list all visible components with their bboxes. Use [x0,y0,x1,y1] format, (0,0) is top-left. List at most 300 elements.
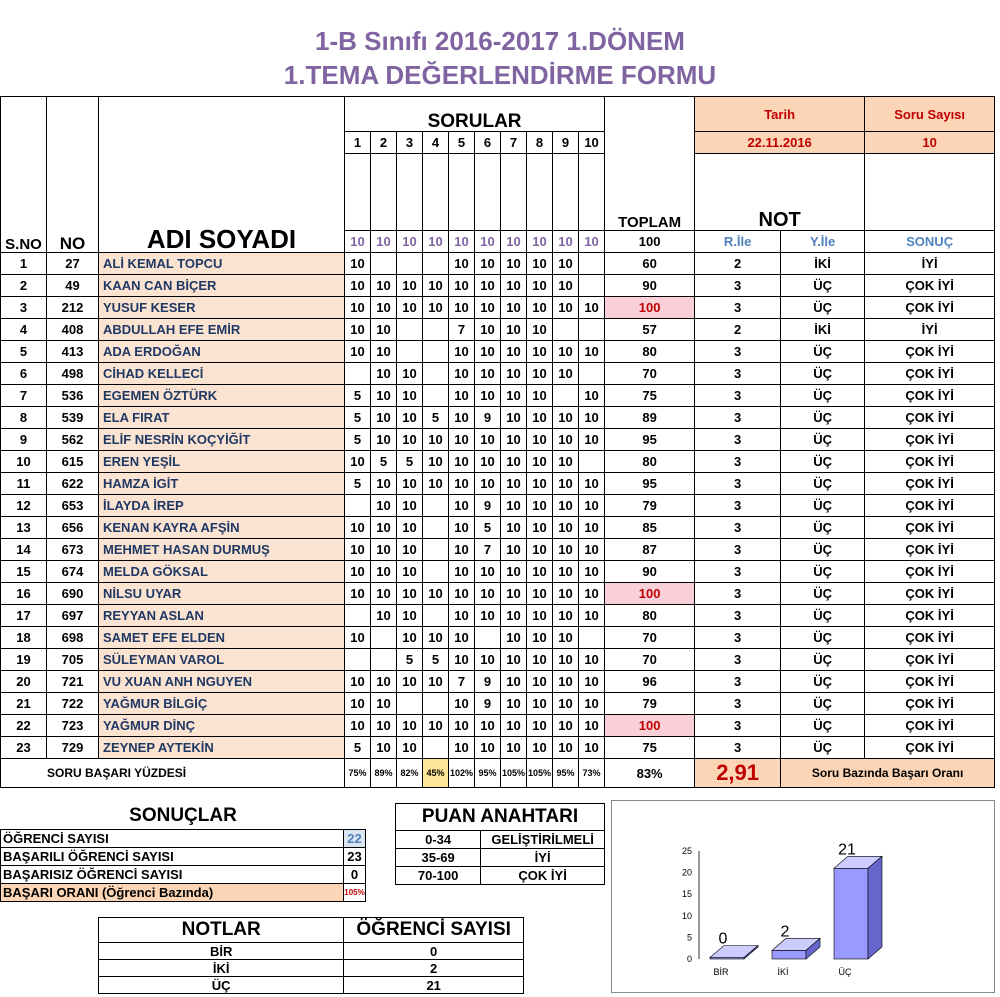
student-score: 10 [371,737,397,759]
student-y-ile: ÜÇ [781,407,865,429]
student-score: 10 [397,275,423,297]
student-score: 10 [501,297,527,319]
student-score: 10 [501,561,527,583]
student-score [371,649,397,671]
student-score: 10 [527,385,553,407]
student-y-ile: ÜÇ [781,737,865,759]
student-r-ile: 3 [695,495,781,517]
question-number: 2 [371,132,397,154]
student-y-ile: ÜÇ [781,671,865,693]
bar-data-label: 2 [780,923,790,941]
table-row [1,495,995,517]
chart-bar [710,946,758,960]
student-no: 413 [47,341,99,363]
student-name: YUSUF KESER [99,297,345,319]
student-name: ELİF NESRİN KOÇYİĞİT [99,429,345,451]
student-r-ile: 3 [695,671,781,693]
student-y-ile: ÜÇ [781,385,865,407]
student-score: 10 [553,495,579,517]
student-score: 10 [397,363,423,385]
student-score: 10 [501,737,527,759]
list-item [99,960,524,977]
student-sno: 18 [1,627,47,649]
student-score: 10 [553,517,579,539]
student-score: 10 [449,407,475,429]
student-score: 10 [397,407,423,429]
header-sonuc: SONUÇ [865,231,995,253]
question-max: 10 [527,231,553,253]
question-spacer [579,154,605,231]
puan-label: İYİ [481,849,605,867]
student-score: 10 [423,583,449,605]
table-row [1,671,995,693]
student-name: VU XUAN ANH NGUYEN [99,671,345,693]
student-score: 10 [527,297,553,319]
student-total: 89 [605,407,695,429]
student-name: MELDA GÖKSAL [99,561,345,583]
student-result: ÇOK İYİ [865,583,995,605]
student-r-ile: 3 [695,275,781,297]
student-total: 95 [605,473,695,495]
student-r-ile: 3 [695,517,781,539]
student-score: 10 [371,715,397,737]
student-score: 10 [579,517,605,539]
list-item [1,830,366,848]
table-row [1,319,995,341]
student-r-ile: 2 [695,253,781,275]
question-success-percent: 82% [397,759,423,788]
student-score: 5 [345,429,371,451]
student-sno: 15 [1,561,47,583]
student-no: 653 [47,495,99,517]
question-number: 5 [449,132,475,154]
x-category-label: İKİ [777,967,789,977]
student-name: ABDULLAH EFE EMİR [99,319,345,341]
student-result: ÇOK İYİ [865,627,995,649]
student-no: 49 [47,275,99,297]
question-success-percent: 105% [501,759,527,788]
bar-data-label: 21 [838,841,856,859]
student-total: 95 [605,429,695,451]
student-score [423,341,449,363]
table-row [1,451,995,473]
header-sno: S.NO [1,97,47,253]
student-r-ile: 3 [695,451,781,473]
student-y-ile: ÜÇ [781,275,865,297]
student-score: 10 [501,407,527,429]
student-score: 10 [371,429,397,451]
student-score [579,627,605,649]
student-total: 96 [605,671,695,693]
student-sno: 7 [1,385,47,407]
question-spacer [371,154,397,231]
student-score: 10 [553,693,579,715]
student-total: 75 [605,737,695,759]
student-total: 90 [605,275,695,297]
student-result: ÇOK İYİ [865,561,995,583]
student-y-ile: ÜÇ [781,693,865,715]
student-score: 10 [345,319,371,341]
student-score: 10 [449,583,475,605]
student-y-ile: ÜÇ [781,605,865,627]
student-sno: 11 [1,473,47,495]
student-score: 10 [345,517,371,539]
student-y-ile: İKİ [781,319,865,341]
student-score: 10 [475,561,501,583]
table-row [1,715,995,737]
student-no: 656 [47,517,99,539]
student-score: 10 [371,671,397,693]
student-score: 10 [345,715,371,737]
student-score: 10 [449,473,475,495]
student-sno: 21 [1,693,47,715]
notlar-title-row [99,918,524,943]
student-score: 10 [345,451,371,473]
student-y-ile: ÜÇ [781,495,865,517]
student-score: 10 [449,495,475,517]
question-success-percent: 73% [579,759,605,788]
student-score: 10 [423,275,449,297]
student-no: 698 [47,627,99,649]
student-score: 9 [475,407,501,429]
question-spacer [345,154,371,231]
table-row [1,297,995,319]
student-score: 10 [423,451,449,473]
student-no: 27 [47,253,99,275]
question-number: 4 [423,132,449,154]
table-row [1,517,995,539]
student-score: 10 [371,297,397,319]
student-score: 10 [553,275,579,297]
student-sno: 19 [1,649,47,671]
question-success-percent: 89% [371,759,397,788]
student-score: 10 [501,583,527,605]
student-score: 10 [553,671,579,693]
question-success-percent: 75% [345,759,371,788]
student-name: SÜLEYMAN VAROL [99,649,345,671]
student-score: 10 [501,341,527,363]
chart-svg [612,801,994,992]
sonuc-label: BAŞARISIZ ÖĞRENCİ SAYISI [1,866,344,884]
header-r-ile: R.İle [695,231,781,253]
student-score: 10 [579,495,605,517]
student-no: 723 [47,715,99,737]
student-score: 10 [345,671,371,693]
student-y-ile: ÜÇ [781,649,865,671]
student-score: 10 [397,715,423,737]
student-score: 10 [475,473,501,495]
student-score [553,319,579,341]
table-row [1,737,995,759]
student-score [423,693,449,715]
student-r-ile: 3 [695,385,781,407]
student-y-ile: ÜÇ [781,539,865,561]
student-score: 10 [423,429,449,451]
student-r-ile: 3 [695,407,781,429]
student-no: 705 [47,649,99,671]
student-score: 10 [501,451,527,473]
y-tick-label: 5 [686,932,692,943]
summary-average: 2,91 [695,759,781,788]
student-name: ZEYNEP AYTEKİN [99,737,345,759]
notlar-title: NOTLAR [99,918,344,943]
table-row [1,539,995,561]
student-score: 10 [553,253,579,275]
student-name: CİHAD KELLECİ [99,363,345,385]
notlar-count-title: ÖĞRENCİ SAYISI [344,918,524,943]
student-score: 10 [579,385,605,407]
sonuc-value: 23 [344,848,366,866]
student-score: 10 [527,583,553,605]
student-score: 10 [371,495,397,517]
question-spacer [397,154,423,231]
student-score [423,561,449,583]
question-max: 10 [579,231,605,253]
student-no: 721 [47,671,99,693]
header-y-ile: Y.İle [781,231,865,253]
student-score: 10 [579,583,605,605]
student-no: 562 [47,429,99,451]
student-no: 722 [47,693,99,715]
student-y-ile: ÜÇ [781,627,865,649]
student-total: 70 [605,649,695,671]
student-r-ile: 3 [695,363,781,385]
student-total: 75 [605,385,695,407]
student-score: 10 [579,473,605,495]
student-score [423,517,449,539]
student-score: 10 [527,451,553,473]
student-score: 10 [423,473,449,495]
student-total: 70 [605,627,695,649]
student-r-ile: 3 [695,297,781,319]
student-score [345,495,371,517]
student-score: 10 [579,737,605,759]
student-score: 10 [553,605,579,627]
student-sno: 14 [1,539,47,561]
student-score: 10 [553,407,579,429]
student-no: 622 [47,473,99,495]
y-tick-label: 10 [681,910,692,921]
student-score: 10 [527,539,553,561]
student-score: 10 [553,429,579,451]
student-score: 10 [579,649,605,671]
student-result: ÇOK İYİ [865,407,995,429]
puan-range: 70-100 [396,867,481,885]
student-score: 10 [345,253,371,275]
student-score: 10 [475,297,501,319]
student-no: 212 [47,297,99,319]
student-score: 10 [553,363,579,385]
student-sno: 4 [1,319,47,341]
student-result: ÇOK İYİ [865,605,995,627]
student-score: 10 [371,275,397,297]
student-r-ile: 3 [695,649,781,671]
student-no: 697 [47,605,99,627]
header-row-1 [1,97,995,132]
puan-label: ÇOK İYİ [481,867,605,885]
student-score: 10 [449,253,475,275]
student-score: 10 [475,253,501,275]
student-score [397,341,423,363]
question-max: 10 [345,231,371,253]
question-success-percent: 95% [553,759,579,788]
student-score: 10 [553,473,579,495]
student-score: 10 [553,451,579,473]
y-tick-label: 20 [681,867,692,878]
student-score: 10 [527,407,553,429]
student-total: 60 [605,253,695,275]
student-score [423,495,449,517]
student-score: 10 [397,297,423,319]
student-total: 80 [605,451,695,473]
page-title-line1: 1-B Sınıfı 2016-2017 1.DÖNEM [315,26,685,56]
student-total: 100 [605,715,695,737]
question-max: 10 [475,231,501,253]
notlar-label: BİR [99,943,344,960]
student-score: 10 [527,649,553,671]
y-tick-label: 25 [681,846,692,856]
student-score: 10 [501,671,527,693]
sonuc-title-row [1,803,366,830]
student-score: 10 [501,495,527,517]
sonuc-label: ÖĞRENCİ SAYISI [1,830,344,848]
student-score: 9 [475,693,501,715]
table-row [1,253,995,275]
header-tarih-value: 22.11.2016 [695,132,865,154]
student-score: 10 [371,473,397,495]
student-score: 10 [371,561,397,583]
grade-counts [98,917,524,994]
student-score: 10 [579,561,605,583]
student-score: 10 [449,385,475,407]
student-score: 10 [345,583,371,605]
puan-title: PUAN ANAHTARI [396,804,605,831]
student-score: 10 [397,583,423,605]
header-no: NO [47,97,99,253]
student-score: 10 [345,341,371,363]
table-row [1,605,995,627]
notlar-value: 0 [344,943,524,960]
student-score: 10 [553,715,579,737]
student-no: 615 [47,451,99,473]
header-blank [865,154,995,231]
student-r-ile: 3 [695,539,781,561]
student-score: 10 [397,561,423,583]
student-result: ÇOK İYİ [865,737,995,759]
student-score: 10 [579,429,605,451]
student-score: 10 [345,627,371,649]
student-score: 10 [475,737,501,759]
student-score: 10 [527,473,553,495]
list-item [99,977,524,994]
student-sno: 8 [1,407,47,429]
question-spacer [527,154,553,231]
question-success-percent: 102% [449,759,475,788]
student-score: 10 [345,275,371,297]
student-score: 10 [345,561,371,583]
student-score: 10 [397,605,423,627]
table-row [1,473,995,495]
student-score: 5 [423,649,449,671]
student-score: 10 [423,297,449,319]
question-max: 10 [397,231,423,253]
student-score [345,605,371,627]
student-total: 80 [605,605,695,627]
student-name: YAĞMUR BİLGİÇ [99,693,345,715]
student-result: ÇOK İYİ [865,671,995,693]
student-sno: 10 [1,451,47,473]
student-name: KENAN KAYRA AFŞİN [99,517,345,539]
student-score: 10 [475,583,501,605]
list-item [396,831,605,849]
question-number: 3 [397,132,423,154]
student-score [579,451,605,473]
student-score: 10 [579,693,605,715]
student-y-ile: ÜÇ [781,561,865,583]
student-score: 10 [553,297,579,319]
student-score: 10 [501,517,527,539]
student-score: 10 [527,605,553,627]
header-toplam: TOPLAM [605,97,695,231]
student-r-ile: 3 [695,605,781,627]
student-name: ALİ KEMAL TOPCU [99,253,345,275]
question-number: 6 [475,132,501,154]
sonuc-label: BAŞARI ORANI (Öğrenci Bazında) [1,884,344,902]
student-score [397,253,423,275]
student-result: ÇOK İYİ [865,649,995,671]
student-score [423,385,449,407]
student-score: 10 [371,407,397,429]
student-score: 5 [475,517,501,539]
student-score: 10 [501,627,527,649]
student-r-ile: 3 [695,627,781,649]
student-score: 10 [449,275,475,297]
sonuc-title: SONUÇLAR [1,803,366,830]
student-score [553,385,579,407]
table-row [1,341,995,363]
student-sno: 16 [1,583,47,605]
student-score: 10 [371,517,397,539]
student-score [579,253,605,275]
student-score: 5 [345,385,371,407]
student-score: 10 [579,341,605,363]
student-score: 10 [371,539,397,561]
sonuc-value: 105% [344,884,366,902]
student-r-ile: 3 [695,737,781,759]
student-score: 10 [371,583,397,605]
header-name: ADI SOYADI [99,97,345,253]
student-total: 79 [605,495,695,517]
student-total: 90 [605,561,695,583]
student-no: 674 [47,561,99,583]
question-number: 1 [345,132,371,154]
student-r-ile: 2 [695,319,781,341]
student-no: 498 [47,363,99,385]
student-result: ÇOK İYİ [865,473,995,495]
puan-title-row [396,804,605,831]
student-score: 10 [449,451,475,473]
student-score: 10 [345,693,371,715]
question-success-percent: 105% [527,759,553,788]
student-score: 10 [371,341,397,363]
score-key [395,803,605,885]
question-spacer [475,154,501,231]
table-row [1,693,995,715]
student-score: 5 [345,737,371,759]
student-score: 10 [475,649,501,671]
student-y-ile: ÜÇ [781,583,865,605]
student-score [423,605,449,627]
